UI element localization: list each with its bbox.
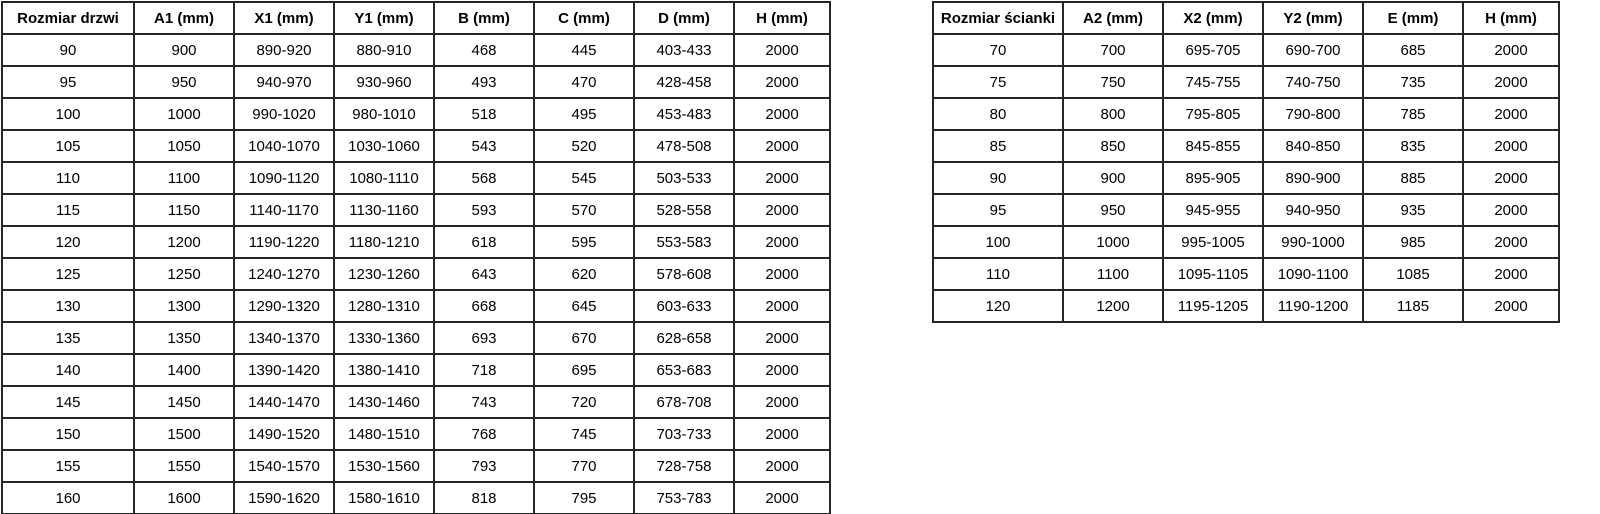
table-cell: 100 — [2, 98, 134, 130]
table-cell: 740-750 — [1263, 66, 1363, 98]
table-cell: 1300 — [134, 290, 234, 322]
table-row — [2, 130, 830, 162]
table-cell: 1095-1105 — [1163, 258, 1263, 290]
table-cell: 835 — [1363, 130, 1463, 162]
table-cell: 2000 — [734, 482, 830, 514]
wall-size-table-section — [932, 1, 1560, 323]
table-cell: 985 — [1363, 226, 1463, 258]
table-cell: 1380-1410 — [334, 354, 434, 386]
table-cell: 2000 — [1463, 194, 1559, 226]
table-row — [933, 194, 1559, 226]
table-cell: 643 — [434, 258, 534, 290]
table-cell: 470 — [534, 66, 634, 98]
table-cell: 1140-1170 — [234, 194, 334, 226]
table-cell: 2000 — [734, 450, 830, 482]
table-cell: 2000 — [1463, 98, 1559, 130]
table-cell: 85 — [933, 130, 1063, 162]
table-cell: 2000 — [734, 322, 830, 354]
table-cell: 2000 — [734, 386, 830, 418]
table-cell: 2000 — [734, 98, 830, 130]
table-cell: 885 — [1363, 162, 1463, 194]
table-row — [933, 226, 1559, 258]
column-header: Rozmiar ścianki — [933, 2, 1063, 34]
table-cell: 2000 — [734, 194, 830, 226]
table-cell: 693 — [434, 322, 534, 354]
table-cell: 2000 — [734, 418, 830, 450]
table-row — [933, 66, 1559, 98]
table-cell: 1190-1200 — [1263, 290, 1363, 322]
table-cell: 2000 — [734, 226, 830, 258]
table-cell: 135 — [2, 322, 134, 354]
table-cell: 428-458 — [634, 66, 734, 98]
table-cell: 1185 — [1363, 290, 1463, 322]
table-cell: 553-583 — [634, 226, 734, 258]
table-row — [2, 482, 830, 514]
table-cell: 110 — [2, 162, 134, 194]
table-cell: 1580-1610 — [334, 482, 434, 514]
table-cell: 900 — [134, 34, 234, 66]
table-cell: 518 — [434, 98, 534, 130]
table-cell: 1100 — [134, 162, 234, 194]
door-size-table — [1, 1, 831, 514]
column-header: B (mm) — [434, 2, 534, 34]
table-cell: 703-733 — [634, 418, 734, 450]
table-cell: 653-683 — [634, 354, 734, 386]
column-header: Y2 (mm) — [1263, 2, 1363, 34]
table-cell: 735 — [1363, 66, 1463, 98]
table-cell: 115 — [2, 194, 134, 226]
table-row — [2, 386, 830, 418]
table-cell: 568 — [434, 162, 534, 194]
table-cell: 930-960 — [334, 66, 434, 98]
table-row — [2, 98, 830, 130]
table-cell: 100 — [933, 226, 1063, 258]
wall-size-table — [932, 1, 1560, 323]
table-cell: 120 — [933, 290, 1063, 322]
table-cell: 1480-1510 — [334, 418, 434, 450]
table-cell: 495 — [534, 98, 634, 130]
table-cell: 645 — [534, 290, 634, 322]
table-cell: 95 — [2, 66, 134, 98]
table-cell: 1430-1460 — [334, 386, 434, 418]
column-header: D (mm) — [634, 2, 734, 34]
table-cell: 1200 — [1063, 290, 1163, 322]
table-cell: 1080-1110 — [334, 162, 434, 194]
table-cell: 1150 — [134, 194, 234, 226]
table-cell: 493 — [434, 66, 534, 98]
table-cell: 130 — [2, 290, 134, 322]
table-row — [2, 226, 830, 258]
table-cell: 2000 — [734, 290, 830, 322]
table-cell: 1590-1620 — [234, 482, 334, 514]
table-cell: 478-508 — [634, 130, 734, 162]
table-row — [2, 418, 830, 450]
table-cell: 2000 — [1463, 66, 1559, 98]
table-cell: 745-755 — [1163, 66, 1263, 98]
table-cell: 1500 — [134, 418, 234, 450]
table-cell: 2000 — [1463, 226, 1559, 258]
table-cell: 1600 — [134, 482, 234, 514]
table-cell: 160 — [2, 482, 134, 514]
table-cell: 900 — [1063, 162, 1163, 194]
table-cell: 468 — [434, 34, 534, 66]
table-cell: 800 — [1063, 98, 1163, 130]
column-header: X2 (mm) — [1163, 2, 1263, 34]
table-cell: 980-1010 — [334, 98, 434, 130]
table-row — [2, 258, 830, 290]
table-cell: 1490-1520 — [234, 418, 334, 450]
table-cell: 120 — [2, 226, 134, 258]
table-cell: 990-1000 — [1263, 226, 1363, 258]
table-cell: 1180-1210 — [334, 226, 434, 258]
column-header: Rozmiar drzwi — [2, 2, 134, 34]
table-cell: 1030-1060 — [334, 130, 434, 162]
table-cell: 770 — [534, 450, 634, 482]
table-cell: 718 — [434, 354, 534, 386]
table-cell: 690-700 — [1263, 34, 1363, 66]
table-row — [2, 162, 830, 194]
table-cell: 453-483 — [634, 98, 734, 130]
table-cell: 1390-1420 — [234, 354, 334, 386]
table-cell: 895-905 — [1163, 162, 1263, 194]
table-row — [2, 322, 830, 354]
table-cell: 1280-1310 — [334, 290, 434, 322]
table-cell: 840-850 — [1263, 130, 1363, 162]
table-cell: 1240-1270 — [234, 258, 334, 290]
table-cell: 768 — [434, 418, 534, 450]
table-cell: 890-920 — [234, 34, 334, 66]
table-cell: 745 — [534, 418, 634, 450]
table-cell: 940-950 — [1263, 194, 1363, 226]
table-cell: 628-658 — [634, 322, 734, 354]
table-row — [2, 450, 830, 482]
wall-size-table-header-row — [933, 2, 1559, 34]
table-cell: 1450 — [134, 386, 234, 418]
table-cell: 90 — [933, 162, 1063, 194]
table-cell: 940-970 — [234, 66, 334, 98]
table-row — [933, 130, 1559, 162]
column-header: H (mm) — [1463, 2, 1559, 34]
table-cell: 678-708 — [634, 386, 734, 418]
table-row — [933, 258, 1559, 290]
table-cell: 125 — [2, 258, 134, 290]
table-cell: 520 — [534, 130, 634, 162]
table-cell: 1050 — [134, 130, 234, 162]
column-header: A1 (mm) — [134, 2, 234, 34]
table-cell: 1040-1070 — [234, 130, 334, 162]
table-cell: 793 — [434, 450, 534, 482]
table-cell: 80 — [933, 98, 1063, 130]
table-cell: 95 — [933, 194, 1063, 226]
table-cell: 1400 — [134, 354, 234, 386]
table-cell: 2000 — [1463, 130, 1559, 162]
table-row — [2, 194, 830, 226]
table-cell: 818 — [434, 482, 534, 514]
table-row — [933, 162, 1559, 194]
table-cell: 620 — [534, 258, 634, 290]
table-cell: 845-855 — [1163, 130, 1263, 162]
table-cell: 2000 — [734, 66, 830, 98]
table-cell: 1195-1205 — [1163, 290, 1263, 322]
table-cell: 1190-1220 — [234, 226, 334, 258]
table-cell: 850 — [1063, 130, 1163, 162]
table-cell: 743 — [434, 386, 534, 418]
table-cell: 503-533 — [634, 162, 734, 194]
table-cell: 2000 — [734, 130, 830, 162]
table-cell: 1090-1100 — [1263, 258, 1363, 290]
table-cell: 543 — [434, 130, 534, 162]
table-cell: 1440-1470 — [234, 386, 334, 418]
table-cell: 795 — [534, 482, 634, 514]
column-header: H (mm) — [734, 2, 830, 34]
table-cell: 995-1005 — [1163, 226, 1263, 258]
table-cell: 1340-1370 — [234, 322, 334, 354]
table-cell: 578-608 — [634, 258, 734, 290]
table-cell: 1290-1320 — [234, 290, 334, 322]
table-cell: 570 — [534, 194, 634, 226]
table-row — [933, 290, 1559, 322]
table-cell: 685 — [1363, 34, 1463, 66]
table-cell: 700 — [1063, 34, 1163, 66]
table-cell: 785 — [1363, 98, 1463, 130]
table-row — [2, 290, 830, 322]
table-cell: 105 — [2, 130, 134, 162]
table-cell: 403-433 — [634, 34, 734, 66]
table-cell: 150 — [2, 418, 134, 450]
table-cell: 753-783 — [634, 482, 734, 514]
table-cell: 545 — [534, 162, 634, 194]
table-cell: 90 — [2, 34, 134, 66]
table-cell: 445 — [534, 34, 634, 66]
table-cell: 728-758 — [634, 450, 734, 482]
table-cell: 2000 — [734, 162, 830, 194]
column-header: X1 (mm) — [234, 2, 334, 34]
table-cell: 795-805 — [1163, 98, 1263, 130]
table-cell: 2000 — [1463, 258, 1559, 290]
table-cell: 75 — [933, 66, 1063, 98]
door-size-table-section — [1, 1, 831, 514]
table-cell: 1090-1120 — [234, 162, 334, 194]
table-cell: 2000 — [1463, 162, 1559, 194]
table-cell: 890-900 — [1263, 162, 1363, 194]
table-cell: 1000 — [1063, 226, 1163, 258]
table-cell: 1130-1160 — [334, 194, 434, 226]
table-cell: 2000 — [1463, 290, 1559, 322]
table-row — [2, 34, 830, 66]
table-row — [2, 354, 830, 386]
table-cell: 1350 — [134, 322, 234, 354]
table-cell: 1230-1260 — [334, 258, 434, 290]
table-cell: 1540-1570 — [234, 450, 334, 482]
table-cell: 990-1020 — [234, 98, 334, 130]
table-cell: 945-955 — [1163, 194, 1263, 226]
table-cell: 750 — [1063, 66, 1163, 98]
table-cell: 603-633 — [634, 290, 734, 322]
table-cell: 70 — [933, 34, 1063, 66]
table-cell: 145 — [2, 386, 134, 418]
table-row — [2, 66, 830, 98]
table-cell: 2000 — [734, 34, 830, 66]
table-cell: 790-800 — [1263, 98, 1363, 130]
door-size-table-header-row — [2, 2, 830, 34]
table-cell: 950 — [134, 66, 234, 98]
table-cell: 595 — [534, 226, 634, 258]
table-cell: 935 — [1363, 194, 1463, 226]
table-cell: 618 — [434, 226, 534, 258]
column-header: E (mm) — [1363, 2, 1463, 34]
table-cell: 1330-1360 — [334, 322, 434, 354]
column-header: Y1 (mm) — [334, 2, 434, 34]
table-cell: 880-910 — [334, 34, 434, 66]
table-cell: 668 — [434, 290, 534, 322]
column-header: A2 (mm) — [1063, 2, 1163, 34]
table-cell: 155 — [2, 450, 134, 482]
table-cell: 1000 — [134, 98, 234, 130]
table-cell: 2000 — [734, 258, 830, 290]
table-cell: 670 — [534, 322, 634, 354]
table-cell: 593 — [434, 194, 534, 226]
table-row — [933, 98, 1559, 130]
table-cell: 1200 — [134, 226, 234, 258]
table-cell: 1550 — [134, 450, 234, 482]
table-cell: 2000 — [734, 354, 830, 386]
table-cell: 528-558 — [634, 194, 734, 226]
table-cell: 950 — [1063, 194, 1163, 226]
table-cell: 110 — [933, 258, 1063, 290]
table-row — [933, 34, 1559, 66]
column-header: C (mm) — [534, 2, 634, 34]
table-cell: 1085 — [1363, 258, 1463, 290]
table-cell: 1530-1560 — [334, 450, 434, 482]
table-cell: 695 — [534, 354, 634, 386]
table-cell: 1100 — [1063, 258, 1163, 290]
table-cell: 695-705 — [1163, 34, 1263, 66]
table-cell: 2000 — [1463, 34, 1559, 66]
table-cell: 1250 — [134, 258, 234, 290]
table-cell: 720 — [534, 386, 634, 418]
table-cell: 140 — [2, 354, 134, 386]
